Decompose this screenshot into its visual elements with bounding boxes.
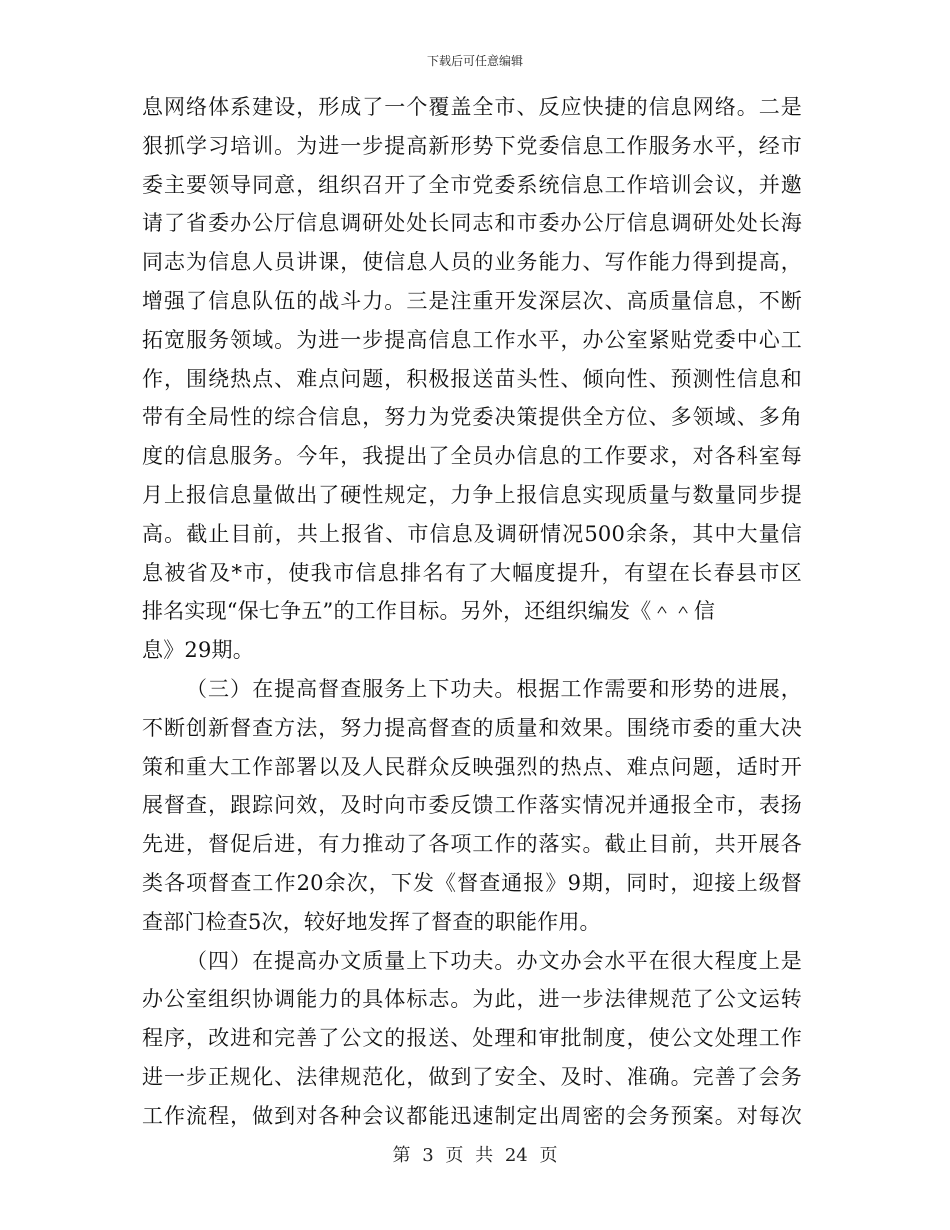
body-line: 月上报信息量做出了硬性规定，力争上报信息实现质量与数量同步提	[142, 482, 802, 507]
body-line: 工作流程，做到对各种会议都能迅速制定出周密的会务预案。对每次	[142, 1103, 802, 1128]
document-body	[142, 88, 802, 1136]
body-line: 委主要领导同意，组织召开了全市党委系统信息工作培训会议，并邀	[142, 172, 802, 197]
body-line: 请了省委办公厅信息调研处处长同志和市委办公厅信息调研处处长海	[142, 211, 802, 236]
body-line: 类各项督查工作20余次，下发《督查通报》9期，同时，迎接上级督	[142, 870, 802, 895]
body-line: 作，围绕热点、难点问题，积极报送苗头性、倾向性、预测性信息和	[142, 366, 802, 391]
body-line: 息网络体系建设，形成了一个覆盖全市、反应快捷的信息网络。二是	[142, 95, 802, 119]
page-header: 下载后可任意编辑	[426, 54, 523, 68]
body-line: 展督查，跟踪问效，及时向市委反馈工作落实情况并通报全市，表扬	[142, 793, 802, 818]
body-line: 息被省及*市，使我市信息排名有了大幅度提升，有望在长春县市区	[142, 560, 802, 585]
body-line: 查部门检查5次，较好地发挥了督查的职能作用。	[142, 909, 601, 934]
section-heading-line: （四）在提高办文质量上下功夫。办文办会水平在很大程度上是	[186, 948, 802, 973]
body-line: 先进，督促后进，有力推动了各项工作的落实。截止目前，共开展各	[142, 832, 802, 857]
body-line: 增强了信息队伍的战斗力。三是注重开发深层次、高质量信息，不断	[142, 288, 802, 313]
body-line: 带有全局性的综合信息，努力为党委决策提供全方位、多领域、多角	[142, 405, 802, 430]
body-line: 狠抓学习培训。为进一步提高新形势下党委信息工作服务水平，经市	[142, 133, 802, 158]
body-line: 程序，改进和完善了公文的报送、处理和审批制度，使公文处理工作	[142, 1026, 802, 1051]
body-line: 排名实现“保七争五”的工作目标。另外，还组织编发《＾＾信	[142, 599, 716, 624]
body-line: 策和重大工作部署以及人民群众反映强烈的热点、难点问题，适时开	[142, 754, 802, 779]
page-number-footer: 第 3 页 共 24 页	[392, 1145, 558, 1166]
body-line: 高。截止目前，共上报省、市信息及调研情况500余条，其中大量信	[142, 521, 802, 546]
body-line: 进一步正规化、法律规范化，做到了安全、及时、准确。完善了会务	[142, 1064, 802, 1089]
body-line: 不断创新督查方法，努力提高督查的质量和效果。围绕市委的重大决	[142, 715, 802, 740]
body-line: 拓宽服务领域。为进一步提高信息工作水平，办公室紧贴党委中心工	[142, 327, 802, 352]
body-line: 度的信息服务。今年，我提出了全员办信息的工作要求，对各科室每	[142, 444, 802, 469]
body-line: 办公室组织协调能力的具体标志。为此，进一步法律规范了公文运转	[142, 987, 802, 1012]
section-heading-line: （三）在提高督查服务上下功夫。根据工作需要和形势的进展，	[186, 676, 802, 701]
body-line: 同志为信息人员讲课，使信息人员的业务能力、写作能力得到提高，	[142, 250, 802, 275]
body-line: 息》29期。	[142, 638, 254, 663]
